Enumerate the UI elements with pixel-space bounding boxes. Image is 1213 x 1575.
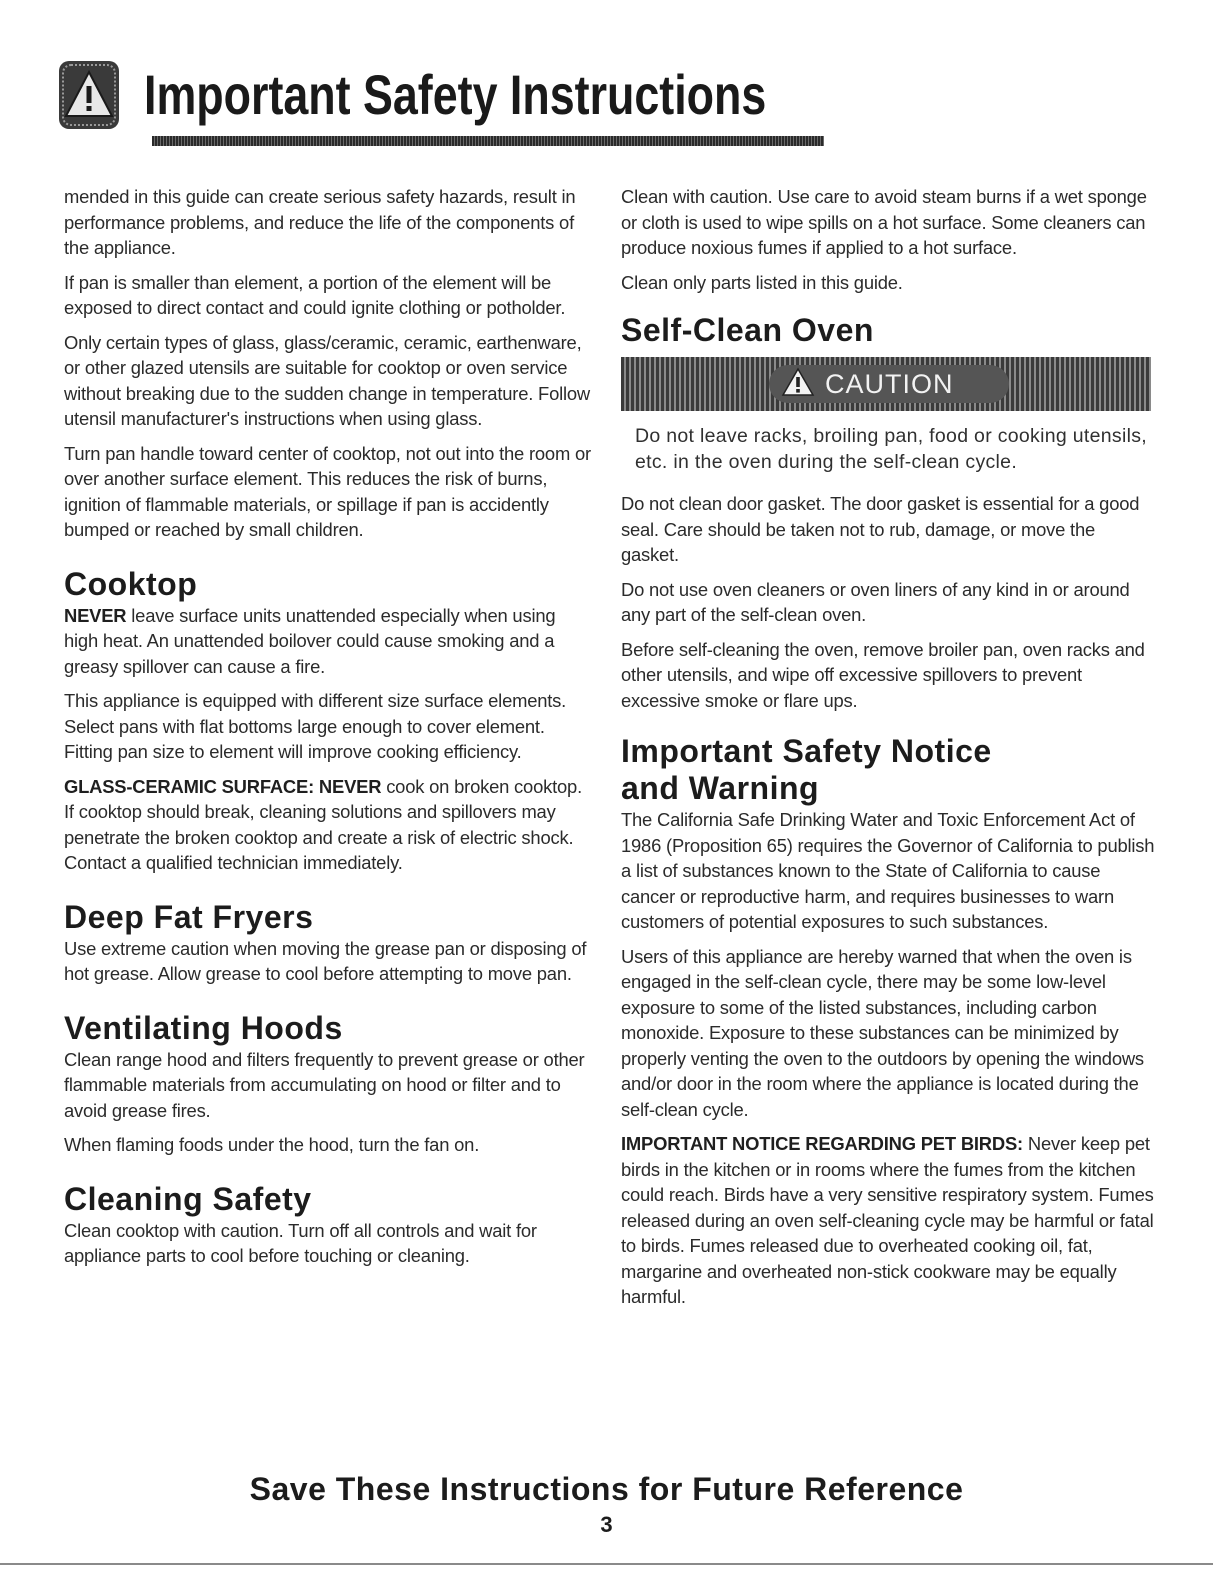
notice-paragraph: Users of this appliance are hereby warned that when the oven is engaged in the self-clean cycle, there may be some low-level exposure to some of the listed substances, including carbon monoxide. Exposure to these substances can be minimized by properly venting the oven to the outdoors by opening the windows and/or door in the room where the appliance is located during the self-clean cycle. — [621, 945, 1144, 1120]
cleaning-paragraph: Clean with caution. Use care to avoid steam burns if a wet sponge or cloth is used to wipe spills on a hot surface. Some cleaners can produce noxious fumes if applied to a hot surface. — [621, 186, 1147, 258]
intro-paragraph: mended in this guide can create serious safety hazards, result in performance problems, and reduce the life of the components of the appliance. — [64, 186, 576, 258]
emphasis-lead: NEVER — [64, 604, 127, 626]
bottom-divider — [0, 1563, 1213, 1565]
cleaning-paragraph: Clean cooktop with caution. Turn off all controls and wait for appliance parts to cool before touching or cleaning. — [64, 1219, 537, 1266]
paragraph-text: cook on broken cooktop. If cooktop should break, cleaning solutions and spillovers may penetrate the broken cooktop and create a risk of electric shock. Contact a qualified technician immediately. — [64, 775, 582, 873]
self-clean-paragraph: Before self-cleaning the oven, remove broiler pan, oven racks and other utensils, and wipe off excessive spillovers to prevent excessive smoke or flare ups. — [621, 638, 1145, 711]
notice-paragraph — [621, 1131, 1155, 1310]
heading-line: Important Safety Notice — [621, 733, 992, 769]
page-number: 3 — [600, 1512, 613, 1537]
section-heading-ventilating-hoods: Ventilating Hoods — [64, 1009, 343, 1046]
caution-triangle-icon — [781, 367, 815, 397]
right-column — [621, 184, 1155, 1319]
ventilating-paragraph: When flaming foods under the hood, turn the fan on. — [64, 1134, 480, 1155]
self-clean-paragraph: Do not use oven cleaners or oven liners of any kind in or around any part of the self-clean oven. — [621, 578, 1130, 625]
paragraph-text: leave surface units unattended especially when using high heat. An unattended boilover could cause smoking and a greasy spillover can cause a fire. — [64, 604, 556, 677]
caution-label: CAUTION — [825, 369, 954, 399]
left-column — [64, 184, 594, 1278]
notice-paragraph: The California Safe Drinking Water and Toxic Enforcement Act of 1986 (Proposition 65) requires the Governor of California to publish a list of substances known to the State of California to cause cancer or reproductive harm, and requires businesses to warn customers of potential exposures to such substances. — [621, 809, 1155, 932]
section-heading-self-clean-oven: Self-Clean Oven — [621, 312, 874, 348]
section-heading-cleaning-safety: Cleaning Safety — [64, 1180, 312, 1217]
paragraph-text: Never keep pet birds in the kitchen or in rooms where the fumes from the kitchen could reach. Birds have a very sensitive respiratory system. Fumes released during an oven self-cleaning cycle may be harmful or fatal to birds. Fumes released due to overheated cooking oil, fat, margarine and overheated non-stick cookware may be equally harmful. — [621, 1133, 1154, 1307]
cooktop-paragraph — [64, 774, 594, 876]
warning-triangle-icon — [58, 60, 120, 130]
emphasis-lead: IMPORTANT NOTICE REGARDING PET BIRDS: — [621, 1133, 1023, 1154]
page-title: Important Safety Instructions — [144, 63, 767, 126]
section-heading-cooktop: Cooktop — [64, 565, 198, 602]
caution-banner — [621, 357, 1151, 411]
heading-line: and Warning — [621, 770, 820, 806]
emphasis-lead: GLASS-CERAMIC SURFACE: NEVER — [64, 775, 382, 797]
header-underline — [152, 136, 824, 146]
footer-title: Save These Instructions for Future Reference — [249, 1471, 964, 1507]
intro-paragraph: If pan is smaller than element, a portion of the element will be exposed to direct contact and could ignite clothing or potholder. — [64, 271, 566, 318]
cleaning-paragraph: Clean only parts listed in this guide. — [621, 271, 903, 293]
section-heading-safety-notice — [621, 733, 1155, 807]
cooktop-paragraph — [64, 603, 594, 680]
caution-message: Do not leave racks, broiling pan, food or cooking utensils, etc. in the oven during the self-clean cycle. — [635, 425, 1147, 473]
deep-fat-paragraph: Use extreme caution when moving the grease pan or disposing of hot grease. Allow grease to cool before attempting to move pan. — [64, 937, 587, 984]
intro-paragraph: Turn pan handle toward center of cooktop, not out into the room or over another surface element. This reduces the risk of burns, ignition of flammable materials, or spillage if pan is accidently bumped or reached by small children. — [64, 442, 591, 540]
self-clean-paragraph: Do not clean door gasket. The door gasket is essential for a good seal. Care should be taken not to rub, damage, or move the gasket. — [621, 493, 1140, 565]
intro-paragraph: Only certain types of glass, glass/ceramic, ceramic, earthenware, or other glazed utensils are suitable for cooktop or oven service without breaking due to the sudden change in temperature. Follow utensil manufacturer's instructions when using glass. — [64, 331, 590, 429]
cooktop-paragraph: This appliance is equipped with different size surface elements. Select pans with flat bottoms large enough to cover element. Fitting pan size to element will improve cooking efficiency. — [64, 690, 567, 762]
ventilating-paragraph: Clean range hood and filters frequently to prevent grease or other flammable materials from accumulating on hood or filter and to avoid grease fires. — [64, 1048, 585, 1121]
section-heading-deep-fat-fryers: Deep Fat Fryers — [64, 898, 314, 935]
page-header — [52, 52, 772, 152]
